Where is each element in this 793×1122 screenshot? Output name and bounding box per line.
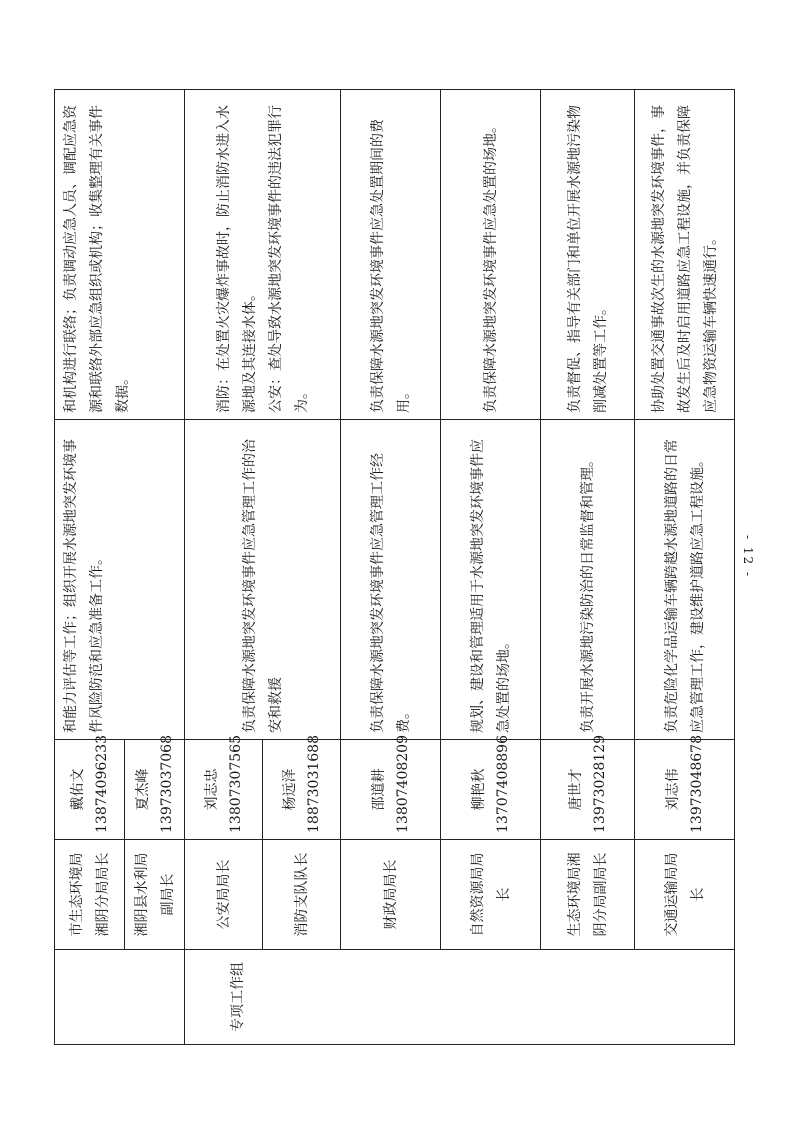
person-name: 夏杰峰 xyxy=(134,768,151,811)
unit-cell: 湘阴县水利局副局长 xyxy=(125,840,185,950)
person-name: 柳艳秋 xyxy=(470,768,487,811)
duty-police: 公安：查处导致水源地突发环境事件的违法犯罪行为。 xyxy=(267,105,310,413)
group-label: 专项工作组 xyxy=(185,950,735,1045)
person-phone: 13807408209 xyxy=(394,735,411,833)
unit-cell: 财政局局长 xyxy=(341,840,441,950)
unit-cell: 消防支队队长 xyxy=(263,840,341,950)
table-row xyxy=(341,90,441,1045)
duty-fire: 消防：在处置火灾爆炸事故时，防止消防水进入水源地及其连接水体。 xyxy=(215,105,258,413)
person-cell xyxy=(441,735,541,840)
duty-specific-cell: 负责保障水源地突发环境事件应急处置期间的费用。 xyxy=(341,90,441,420)
person-name: 唐世才 xyxy=(567,768,584,811)
unit-cell: 自然资源局局长 xyxy=(441,840,541,950)
duty-specific-cell: 负责保障水源地突发环境事件应急处置的场地。 xyxy=(441,90,541,420)
table-row xyxy=(541,90,635,1045)
person-phone: 13874096233 xyxy=(93,735,110,833)
person-name: 戴佑文 xyxy=(69,768,86,811)
person-name: 杨远泽 xyxy=(281,768,298,811)
person-phone: 13973048678 xyxy=(688,735,705,833)
duty-specific-cell: 和机构进行联络；负责调动应急人员、调配应急资源和联络外部应急组织或机构；收集整理有关事件数据。 xyxy=(55,90,185,420)
duty-common-cell: 和能力评估等工作；组织开展水源地突发环境事件风险防范和应急准备工作。 xyxy=(55,420,185,740)
unit-cell: 生态环境局湘阴分局副局长 xyxy=(541,840,635,950)
person-name: 刘志忠 xyxy=(203,768,220,811)
person-phone: 13973028129 xyxy=(591,735,608,833)
group-blank-cell xyxy=(55,950,185,1045)
duty-common-cell: 规划、建设和管理适用于水源地突发环境事件应急处置的场地。 xyxy=(441,420,541,740)
duty-common-cell: 负责危险化学品运输车辆跨越水源地道路的日常应急管理工作，建设维护道路应急工程设施。 xyxy=(635,420,735,740)
duty-specific-cell xyxy=(185,90,341,420)
table-row xyxy=(441,90,541,1045)
person-name: 刘志伟 xyxy=(664,768,681,811)
page-number: - 12 - xyxy=(741,535,755,579)
person-cell xyxy=(635,735,735,840)
person-cell xyxy=(55,735,125,840)
duty-specific-cell: 协助处置交通事故次生的水源地突发环境事件，事故发生后及时启用道路应急工程设施，并负责保障应急物资运输车辆快速通行。 xyxy=(635,90,735,420)
duty-common-cell: 负责开展水源地污染防治的日常监督和管理。 xyxy=(541,420,635,740)
person-cell xyxy=(185,735,263,840)
person-cell xyxy=(125,735,185,840)
rotated-table-container xyxy=(54,90,734,1045)
person-cell xyxy=(341,735,441,840)
table-row xyxy=(185,90,263,1045)
person-phone: 13807307565 xyxy=(227,735,244,833)
unit-cell: 市生态环境局湘阴分局局长 xyxy=(55,840,125,950)
responsibility-table xyxy=(54,89,735,1045)
person-phone: 18873031688 xyxy=(305,735,322,833)
unit-cell: 公安局局长 xyxy=(185,840,263,950)
unit-cell: 交通运输局局长 xyxy=(635,840,735,950)
person-cell xyxy=(541,735,635,840)
person-phone: 13973037068 xyxy=(158,735,175,833)
person-phone: 13707408896 xyxy=(494,735,511,833)
person-name: 邵道耕 xyxy=(370,768,387,811)
duty-common-cell: 负责保障水源地突发环境事件应急管理工作经费。 xyxy=(341,420,441,740)
table-row xyxy=(635,90,735,1045)
duty-specific-cell: 负责督促、指导有关部门和单位开展水源地污染物削减处置等工作。 xyxy=(541,90,635,420)
duty-common-cell: 负责保障水源地突发环境事件应急管理工作的治安和救援 xyxy=(185,420,341,740)
table-row xyxy=(55,90,125,1045)
person-cell xyxy=(263,735,341,840)
